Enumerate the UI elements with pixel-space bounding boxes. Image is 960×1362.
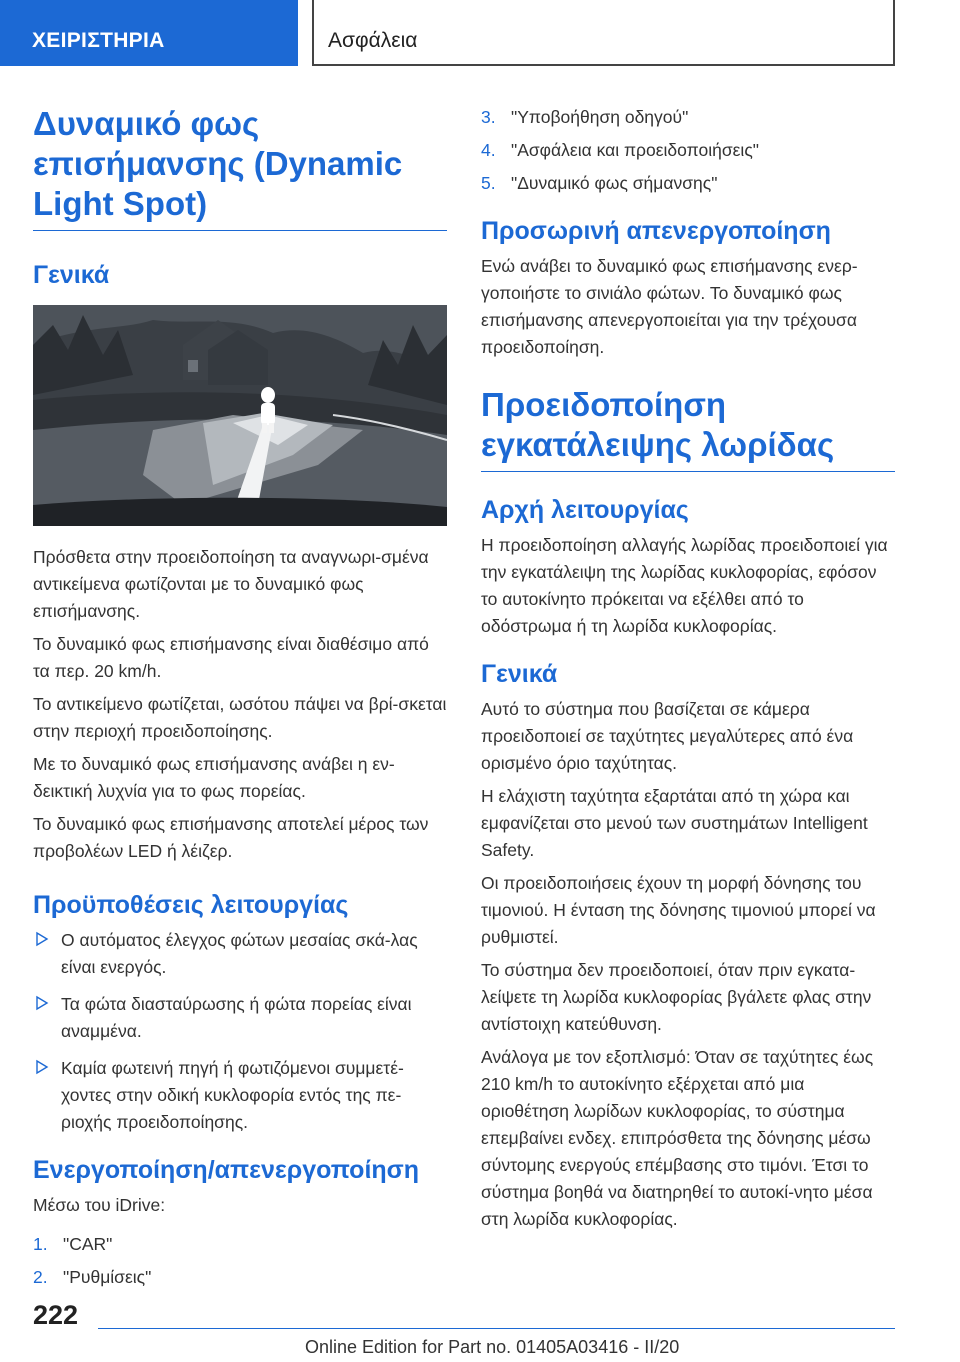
list-item	[33, 991, 447, 1045]
step-number: 5.	[481, 173, 496, 193]
dynamic-light-spot-title: Δυναμικό φως επισήμανσης (Dynamic Light Spot)	[33, 104, 447, 231]
general-paragraph: Το δυναμικό φως επισήμανσης είναι διαθέσιμο από τα περ. 20 km/h.	[33, 634, 429, 681]
step-number: 1.	[33, 1234, 48, 1254]
triangle-bullet-icon	[35, 931, 49, 947]
list-item-text: Καμία φωτεινή πηγή ή φωτιζόμενοι συμμετέ-χοντες στην οδική κυκλοφορία εντός της πε-ριοχής προειδοποίησης.	[61, 1058, 404, 1132]
edition-footer: Online Edition for Part no. 01405A03416 - II/20	[305, 1337, 680, 1357]
activation-steps-continued	[481, 104, 895, 197]
lane-departure-title: Προειδοποίηση εγκατάλειψης λωρίδας	[481, 385, 895, 472]
step-item	[481, 170, 895, 197]
step-text: "Δυναμικό φως σήμανσης"	[511, 173, 718, 193]
activation-steps	[33, 1231, 447, 1291]
step-text: "CAR"	[63, 1234, 113, 1254]
step-item	[33, 1231, 447, 1258]
list-item-text: Ο αυτόματος έλεγχος φώτων μεσαίας σκά-λας είναι ενεργός.	[61, 930, 418, 977]
general-paragraph: Ανάλογα με τον εξοπλισμό: Όταν σε ταχύτητες έως 210 km/h το αυτοκίνητο εξέρχεται από μια οριοθέτηση λωρίδων κυκλοφορίας, το σύστημα επεμβαίνει ενδεχ. επιπρόσθετα της δόνησης μέσω σύντομης ενεργούς επέμβασης στο τιμόνι. Έτσι το σύστημα βοηθά να διατηρηθεί το αυτοκί-νητο μέσα στη λωρίδα κυκλοφορίας.	[481, 1047, 874, 1229]
prerequisites-heading: Προϋποθέσεις λειτουργίας	[33, 891, 349, 919]
step-text: "Υποβοήθηση οδηγού"	[511, 107, 689, 127]
general-paragraph: Με το δυναμικό φως επισήμανσης ανάβει η εν-δεικτική λυχνία για το φως πορείας.	[33, 754, 395, 801]
step-number: 2.	[33, 1267, 48, 1287]
general-paragraph: Αυτό το σύστημα που βασίζεται σε κάμερα προειδοποιεί σε ταχύτητες μεγαλύτερες από ένα ορισμένο όριο ταχύτητας.	[481, 699, 854, 773]
general-heading: Γενικά	[33, 261, 110, 289]
list-item	[33, 1055, 447, 1136]
step-item	[481, 137, 895, 164]
temporary-deactivation-heading: Προσωρινή απενεργοποίηση	[481, 217, 831, 245]
prerequisites-list	[33, 927, 447, 1136]
chapter-title: Ασφάλεια	[312, 0, 895, 66]
step-number: 3.	[481, 107, 496, 127]
step-item	[481, 104, 895, 131]
general-paragraph: Το σύστημα δεν προειδοποιεί, όταν πριν εγκατα-λείψετε τη λωρίδα κυκλοφορίας βγάλετε φλας στην αντίστοιχη κατεύθυνση.	[481, 960, 872, 1034]
left-column	[33, 104, 447, 1297]
footer-divider	[98, 1328, 895, 1329]
general-paragraph: Το αντικείμενο φωτίζεται, ωσότου πάψει να βρί-σκεται στην περιοχή προειδοποίησης.	[33, 694, 447, 741]
step-item	[33, 1264, 447, 1291]
step-number: 4.	[481, 140, 496, 160]
general-paragraph: Το δυναμικό φως επισήμανσης αποτελεί μέρος των προβολέων LED ή λέιζερ.	[33, 814, 429, 861]
principle-heading: Αρχή λειτουργίας	[481, 496, 689, 524]
general-paragraph: Η ελάχιστη ταχύτητα εξαρτάται από τη χώρα και εμφανίζεται στο μενού των συστημάτων Intelligent Safety.	[481, 786, 868, 860]
triangle-bullet-icon	[35, 1059, 49, 1075]
activation-heading: Ενεργοποίηση/απενεργοποίηση	[33, 1156, 420, 1184]
list-item-text: Τα φώτα διασταύρωσης ή φώτα πορείας είναι αναμμένα.	[61, 994, 412, 1041]
page-number: 222	[33, 1300, 79, 1330]
step-text: "Ρυθμίσεις"	[63, 1267, 152, 1287]
list-item	[33, 927, 447, 981]
principle-paragraph: Η προειδοποίηση αλλαγής λωρίδας προειδοποιεί για την εγκατάλειψη της λωρίδας κυκλοφορίας, εφόσον το αυτοκίνητο πρόκειται να εξέλθει από το οδόστρωμα ή τη λωρίδα κυκλοφορίας.	[481, 535, 888, 636]
section-tab: ΧΕΙΡΙΣΤΗΡΙΑ	[0, 0, 298, 66]
general-paragraph: Οι προειδοποιήσεις έχουν τη μορφή δόνησης του τιμονιού. Η ένταση της δόνησης τιμονιού μπορεί να ρυθμιστεί.	[481, 873, 876, 947]
right-column	[481, 104, 895, 1239]
night-road-illustration	[33, 305, 447, 526]
activation-intro: Μέσω του iDrive:	[33, 1195, 166, 1215]
temporary-deactivation-paragraph: Ενώ ανάβει το δυναμικό φως επισήμανσης ενερ-γοποιήστε το σινιάλο φώτων. Το δυναμικό φως επισήμανσης απενεργοποιείται για την τρέχουσα προειδοποίηση.	[481, 256, 858, 357]
step-text: "Ασφάλεια και προειδοποιήσεις"	[511, 140, 759, 160]
general-paragraph: Πρόσθετα στην προειδοποίηση τα αναγνωρι-σμένα αντικείμενα φωτίζονται με το δυναμικό φως επισήμανσης.	[33, 547, 429, 621]
general-heading-right: Γενικά	[481, 660, 558, 688]
triangle-bullet-icon	[35, 995, 49, 1011]
